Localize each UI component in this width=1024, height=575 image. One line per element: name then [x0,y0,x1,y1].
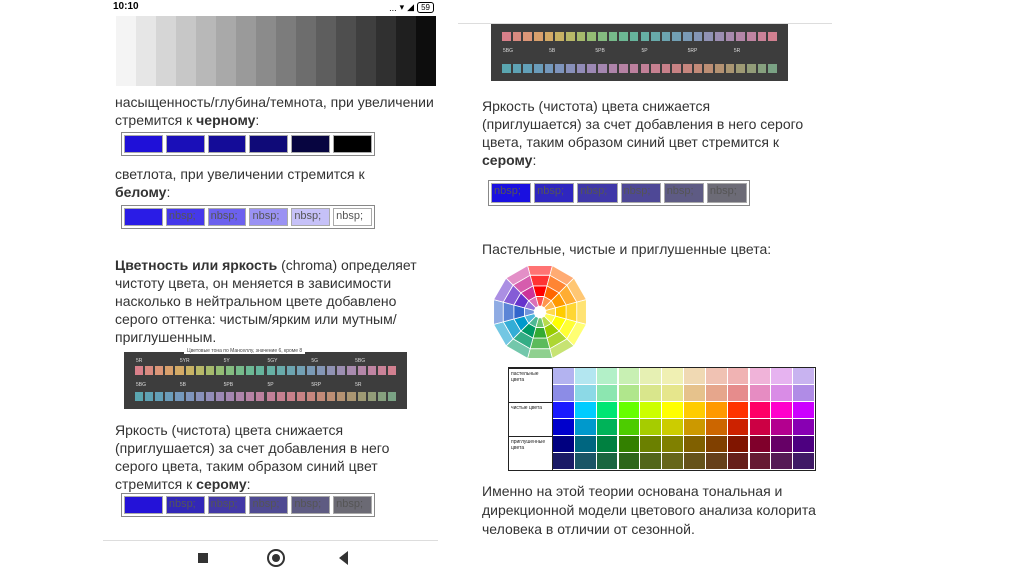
gray-step [256,16,276,86]
munsell-chip [368,366,376,375]
munsell-chip [523,64,532,73]
grid-color-cell [793,368,814,384]
munsell-chip [246,392,254,401]
grid-color-cell [728,436,749,452]
grid-color-cell [793,453,814,469]
munsell-chip [216,366,224,375]
grid-label-divider [552,368,553,470]
munsell-chip [641,64,650,73]
gray-scale-strip [116,16,436,86]
color-swatch: nbsp; [208,496,247,514]
wheel-segment [503,302,514,322]
grid-color-cell [684,402,705,418]
munsell-label: 5BG [136,382,147,388]
munsell-chip [694,32,703,41]
brightness-text-left: Яркость (чистота) цвета снижается (приглушается) за счет добавления в него серого цвета, таким образом синий цвет стремится к [115,422,390,492]
brightness-bold-left: серому [196,476,247,492]
grid-color-cell [619,402,640,418]
grid-color-cell [619,419,640,435]
munsell-chip [236,366,244,375]
gray-step [216,16,236,86]
grid-color-cell [771,419,792,435]
grid-color-cell [706,436,727,452]
grid-color-cell [662,385,683,401]
grid-color-cell [684,436,705,452]
munsell-chip [378,366,386,375]
color-swatch: nbsp; [534,183,574,203]
color-swatch: nbsp; [208,208,247,226]
grid-color-cell [597,419,618,435]
gray-step [156,16,176,86]
color-grid-table [508,367,816,471]
grid-color-cell [771,385,792,401]
color-swatch: nbsp; [621,183,661,203]
munsell-chip [368,392,376,401]
grid-color-cell [640,419,661,435]
grid-color-cell [750,385,771,401]
munsell-chip [609,32,618,41]
status-icons [389,2,434,13]
grid-color-cell [619,385,640,401]
munsell-chip [317,366,325,375]
grid-color-cell [640,368,661,384]
brightness-bold-right: серому [482,152,533,168]
grid-color-cell [553,419,574,435]
color-swatch: nbsp; [664,183,704,203]
grid-color-cell [750,453,771,469]
munsell-chip [388,392,396,401]
munsell-chip [378,392,386,401]
munsell-chip [555,32,564,41]
munsell-chip [726,64,735,73]
munsell-chip [206,366,214,375]
gray-step [136,16,156,86]
munsell-chip [256,366,264,375]
grid-color-cell [771,402,792,418]
wheel-center [534,306,546,318]
munsell-label: 5B [549,48,556,54]
munsell-chip [388,366,396,375]
wheel-segment [530,338,550,349]
gray-step [416,16,436,86]
battery-icon: 59 [417,2,434,13]
grid-color-cell [684,419,705,435]
grid-color-cell [640,436,661,452]
munsell-label: 5RP [687,48,698,54]
grid-color-cell [597,368,618,384]
munsell-label: 5BG [355,358,366,364]
munsell-chip [196,366,204,375]
color-swatch [208,135,247,153]
color-swatch: nbsp; [577,183,617,203]
munsell-chip [609,64,618,73]
light-swatch-row [121,205,375,229]
gray-step [336,16,356,86]
recent-apps-button[interactable] [198,553,208,563]
grid-color-cell [553,436,574,452]
munsell-chip [297,366,305,375]
munsell-title: Цветовые тона по Манселлу, значение 6, кроме 8 [184,348,305,354]
munsell-chip [175,392,183,401]
munsell-chip [651,64,660,73]
munsell-chip [641,32,650,41]
color-swatch: nbsp; [707,183,747,203]
munsell-label: 5BG [503,48,514,54]
chroma-paragraph [115,256,437,346]
brightness-paragraph-left [115,421,425,493]
saturation-bold: черному [196,112,256,128]
grid-color-cell [575,436,596,452]
munsell-chip [297,392,305,401]
gray-step [276,16,296,86]
munsell-chip [747,32,756,41]
grid-color-cell [684,453,705,469]
munsell-chip [175,366,183,375]
munsell-chip [216,392,224,401]
grid-color-cell [662,419,683,435]
munsell-chip [545,64,554,73]
munsell-chip [502,64,511,73]
grid-row-label: приглушенные цвета [511,439,546,451]
munsell-label: 5YR [179,358,190,364]
munsell-label: 5Y [223,358,230,364]
munsell-chip [523,32,532,41]
munsell-chip [317,392,325,401]
munsell-chip [165,366,173,375]
grid-color-cell [728,402,749,418]
munsell-chip [226,392,234,401]
munsell-chip [630,64,639,73]
grid-color-cell [575,402,596,418]
munsell-chip [145,366,153,375]
grid-color-cell [750,436,771,452]
color-swatch [249,135,288,153]
munsell-chip [736,32,745,41]
munsell-chip [577,32,586,41]
grid-color-cell [662,453,683,469]
munsell-chip [534,32,543,41]
munsell-chip [267,366,275,375]
munsell-chip [337,392,345,401]
grid-row-label: чистые цвета [511,405,543,411]
grid-color-cell [597,385,618,401]
grid-color-cell [771,436,792,452]
grid-color-cell [619,453,640,469]
grid-color-cell [662,436,683,452]
munsell-label: 5P [267,382,274,388]
munsell-chip [206,392,214,401]
munsell-chip [726,32,735,41]
grid-color-cell [793,419,814,435]
munsell-label: 5R [733,48,741,54]
munsell-chip [513,64,522,73]
lightness-paragraph [115,165,415,201]
pastel-heading: Пастельные, чистые и приглушенные цвета: [482,241,772,257]
munsell-chip [672,64,681,73]
munsell-chip [672,32,681,41]
grid-color-cell [706,402,727,418]
munsell-chip [246,366,254,375]
munsell-chip [307,392,315,401]
conclusion-paragraph: Именно на этой теории основана тональная и дирекционной модели цветового анализа колорита человека в отличии от сезонной. [482,483,816,537]
grid-color-cell [662,368,683,384]
munsell-chip [651,32,660,41]
munsell-hue-chart [124,348,407,409]
grid-color-cell [575,419,596,435]
gray-step [316,16,336,86]
munsell-chip [587,32,596,41]
color-swatch [124,208,163,226]
munsell-chip [307,366,315,375]
munsell-label: 5B [179,382,186,388]
grid-color-cell [793,402,814,418]
grid-color-cell [575,453,596,469]
munsell-chip [598,32,607,41]
munsell-chip [135,366,143,375]
munsell-chip [155,366,163,375]
grid-color-cell [750,419,771,435]
munsell-chip [277,366,285,375]
munsell-chip [587,64,596,73]
color-swatch: nbsp; [166,496,205,514]
munsell-label: 5PB [595,48,605,54]
munsell-label: 5R [355,382,362,388]
munsell-chip [513,32,522,41]
munsell-chip [662,32,671,41]
saturation-paragraph [115,93,435,129]
munsell-chip [736,64,745,73]
wheel-segment [530,275,550,286]
grid-color-cell [706,368,727,384]
grid-row-divider [509,368,553,369]
grid-color-cell [706,453,727,469]
color-swatch [333,135,372,153]
munsell-label: 5P [641,48,648,54]
munsell-chip [196,392,204,401]
grid-color-cell [728,385,749,401]
gray-step [356,16,376,86]
color-swatch: nbsp; [333,496,372,514]
grid-color-cell [553,385,574,401]
munsell-chip [256,392,264,401]
grid-color-cell [750,402,771,418]
color-swatch [124,135,163,153]
color-wheel [490,262,590,362]
grid-color-cell [728,453,749,469]
color-swatch [166,135,205,153]
grid-row-divider [509,402,553,403]
munsell-chip [662,64,671,73]
wifi-icon: ▾ [399,2,405,12]
munsell-chip [534,64,543,73]
grid-color-cell [553,368,574,384]
munsell-hue-chart-top [491,24,788,81]
munsell-chip [619,64,628,73]
grid-color-cell [771,368,792,384]
grid-color-cell [619,368,640,384]
grid-row-label: пастельные цвета [511,371,539,383]
munsell-chip [704,32,713,41]
munsell-label: 5R [136,358,143,364]
munsell-chip [694,64,703,73]
saturation-text: насыщенность/глубина/темнота, при увеличении стремится к [115,94,434,128]
munsell-chip [768,32,777,41]
grid-color-cell [575,368,596,384]
munsell-label: 5PB [223,382,234,388]
munsell-chip [577,64,586,73]
brightness-text-right: Яркость (чистота) цвета снижается (приглушается) за счет добавления в него серого цвета, таким образом синий цвет стремится к [482,98,804,150]
munsell-chip [747,64,756,73]
munsell-chip [347,366,355,375]
color-swatch: nbsp; [166,208,205,226]
grid-color-cell [662,402,683,418]
munsell-chip [358,366,366,375]
dark-swatch-row [121,132,375,156]
munsell-chip [630,32,639,41]
munsell-chip [186,392,194,401]
lightness-text: светлота, при увеличении стремится к [115,166,365,182]
grid-color-cell [597,436,618,452]
gray-step [176,16,196,86]
gray-step [196,16,216,86]
munsell-chip [165,392,173,401]
munsell-chip [155,392,163,401]
munsell-chip [135,392,143,401]
brightness-colon-left: : [246,476,251,492]
brightness-colon-right: : [532,152,537,168]
wheel-segment [566,302,577,322]
munsell-label: 5RP [311,382,322,388]
munsell-chip [327,392,335,401]
grid-color-cell [728,368,749,384]
munsell-chip [267,392,275,401]
munsell-chip [715,64,724,73]
lightness-colon: : [166,184,171,200]
wheel-segment [528,349,553,359]
color-swatch: nbsp; [291,496,330,514]
grid-color-cell [597,453,618,469]
color-swatch: nbsp; [249,496,288,514]
grid-color-cell [684,385,705,401]
munsell-chip [277,392,285,401]
grid-color-cell [640,453,661,469]
gray-step [236,16,256,86]
munsell-chip [287,392,295,401]
grid-color-cell [684,368,705,384]
munsell-chip [768,64,777,73]
munsell-chip [186,366,194,375]
signal-icon: ... [389,2,397,13]
grid-color-cell [619,436,640,452]
lightness-bold: белому [115,184,167,200]
munsell-chip [704,64,713,73]
munsell-chip [758,64,767,73]
color-swatch: nbsp; [249,208,288,226]
grid-color-cell [793,385,814,401]
status-time: 10:10 [113,1,139,12]
munsell-chip [683,64,692,73]
munsell-chip [347,392,355,401]
munsell-chip [683,32,692,41]
munsell-chip [545,32,554,41]
munsell-chip [598,64,607,73]
gray-step [116,16,136,86]
grid-color-cell [575,385,596,401]
gray-step [296,16,316,86]
grid-color-cell [771,453,792,469]
grid-color-cell [793,436,814,452]
gray-step [376,16,396,86]
gray-swatch-row-left [121,493,375,517]
back-button[interactable] [339,551,348,565]
munsell-chip [358,392,366,401]
munsell-chip [337,366,345,375]
munsell-chip [619,32,628,41]
grid-color-cell [750,368,771,384]
brightness-paragraph-right [482,97,807,169]
grid-color-cell [706,419,727,435]
munsell-chip [566,32,575,41]
phone-screenshot [103,0,438,574]
gray-swatch-row-right [488,180,750,206]
munsell-chip [145,392,153,401]
color-swatch: nbsp; [491,183,531,203]
wheel-segment [494,300,504,325]
color-swatch [291,135,330,153]
chroma-bold: Цветность или яркость [115,257,278,273]
status-bar [103,0,438,15]
munsell-chip [715,32,724,41]
cellular-icon: ◢ [407,2,415,12]
munsell-label: 5G [311,358,318,364]
color-swatch: nbsp; [291,208,330,226]
wheel-segment [577,300,587,325]
grid-color-cell [640,402,661,418]
munsell-chip [502,32,511,41]
grid-color-cell [640,385,661,401]
grid-color-cell [706,385,727,401]
grid-color-cell [553,402,574,418]
saturation-colon: : [255,112,260,128]
color-swatch: nbsp; [333,208,372,226]
grid-color-cell [553,453,574,469]
chroma-text: (chroma) определяет чистоту цвета, он меняется в зависимости насколько в нейтральном цвете добавлено серого оттенка: чистым/ярким или мутным/приглушенным. [115,257,417,345]
grid-color-cell [597,402,618,418]
munsell-chip [566,64,575,73]
home-button[interactable] [267,549,285,567]
munsell-chip [287,366,295,375]
munsell-chip [758,32,767,41]
grid-row-divider [509,436,553,437]
color-swatch [124,496,163,514]
munsell-chip [236,392,244,401]
munsell-label: 5GY [267,358,278,364]
munsell-chip [555,64,564,73]
gray-step [396,16,416,86]
munsell-chip [226,366,234,375]
wheel-segment [528,266,553,276]
munsell-chip [327,366,335,375]
grid-color-cell [728,419,749,435]
